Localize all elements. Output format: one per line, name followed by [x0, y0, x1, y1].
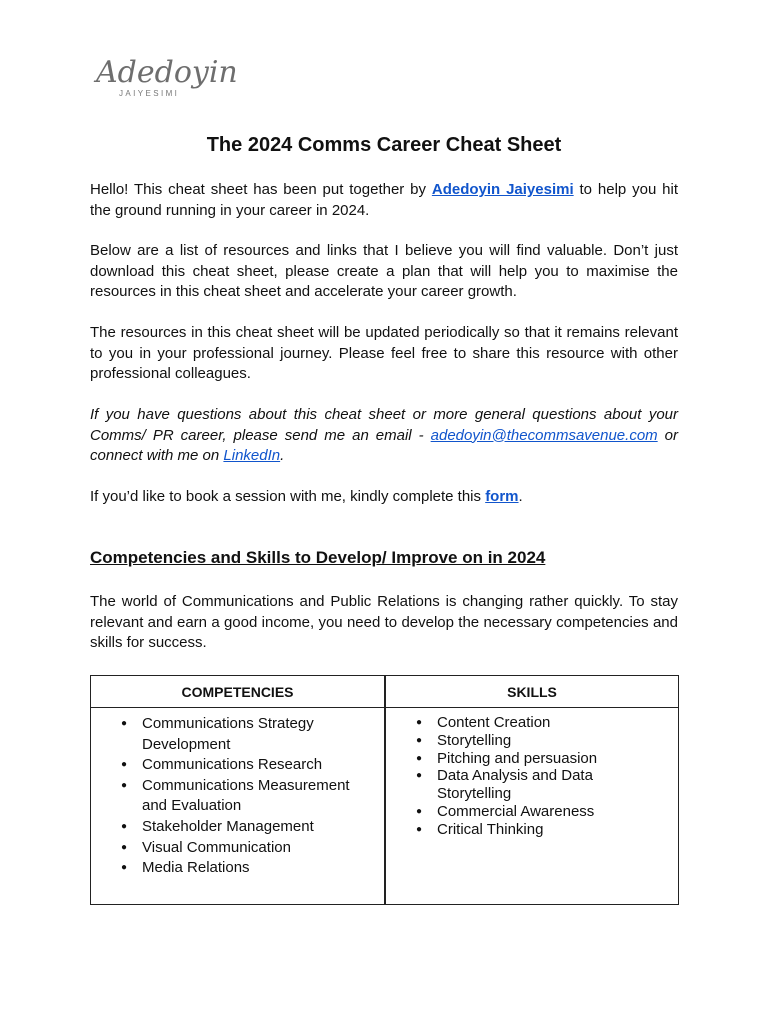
email-link[interactable]: adedoyin@thecommsavenue.com — [430, 426, 658, 444]
contact-paragraph — [90, 405, 678, 467]
contact-text-start: If you have questions about this cheat sheet or more general questions about your Comms/ PR career, please send me an email - — [90, 406, 678, 444]
intro-text-end: to help you hit the ground running in your career in 2024. — [90, 181, 678, 219]
intro-text-start: Hello! This cheat sheet has been put together by — [90, 181, 432, 198]
list-item: ● Media Relations — [113, 858, 374, 879]
skills-header: SKILLS — [385, 676, 679, 708]
contact-text-end: . — [280, 447, 285, 465]
page-title: The 2024 Comms Career Cheat Sheet — [206, 134, 562, 156]
logo — [94, 52, 238, 100]
linkedin-link[interactable]: LinkedIn — [223, 447, 281, 465]
form-link[interactable]: form — [485, 488, 519, 505]
logo-name: Adedoyin — [96, 55, 238, 90]
resources-paragraph: Below are a list of resources and links that I believe you will find valuable. Don’t just download this cheat sheet, please create a plan that will help you to maximise the resources in this cheat sheet and accelerate your career growth. — [90, 242, 678, 301]
list-item: ● Pitching and persuasion — [408, 750, 668, 768]
logo-subtitle: JAIYESIMI — [119, 89, 180, 98]
table-header-row — [91, 676, 679, 708]
list-item: ● Content Creation — [408, 714, 668, 732]
booking-text-start: If you’d like to book a session with me, kindly complete this — [90, 488, 486, 505]
list-item: ● Critical Thinking — [408, 821, 668, 839]
intro-paragraph — [90, 180, 678, 221]
competencies-skills-table — [90, 675, 679, 905]
competencies-header: COMPETENCIES — [91, 676, 386, 708]
booking-text-end: . — [518, 488, 523, 505]
section-intro: The world of Communications and Public Relations is changing rather quickly. To stay relevant and earn a good income, you need to develop the necessary competencies and skills for success. — [90, 593, 678, 652]
list-item: ● Communications Strategy Development — [113, 714, 374, 755]
competencies-list — [113, 714, 374, 879]
contact-text-middle: or connect with me on — [90, 426, 678, 465]
skills-cell — [385, 708, 679, 905]
section-heading: Competencies and Skills to Develop/ Improve on in 2024 — [90, 548, 546, 567]
updates-paragraph: The resources in this cheat sheet will be updated periodically so that it remains relevant to you in your professional journey. Please feel free to share this resource with other professional colleagues. — [90, 324, 678, 383]
list-item: ● Storytelling — [408, 732, 668, 750]
list-item: ● Commercial Awareness — [408, 803, 668, 821]
list-item: ● Data Analysis and Data Storytelling — [408, 767, 668, 803]
competencies-cell — [91, 708, 386, 905]
list-item: ● Visual Communication — [113, 838, 374, 859]
author-link[interactable]: Adedoyin Jaiyesimi — [431, 181, 574, 198]
booking-paragraph — [90, 487, 678, 508]
list-item: ● Communications Research — [113, 755, 374, 776]
table-body-row — [91, 708, 679, 905]
skills-list — [408, 714, 668, 839]
list-item: ● Communications Measurement and Evaluation — [113, 776, 374, 817]
list-item: ● Stakeholder Management — [113, 817, 374, 838]
logo-image — [94, 52, 238, 100]
